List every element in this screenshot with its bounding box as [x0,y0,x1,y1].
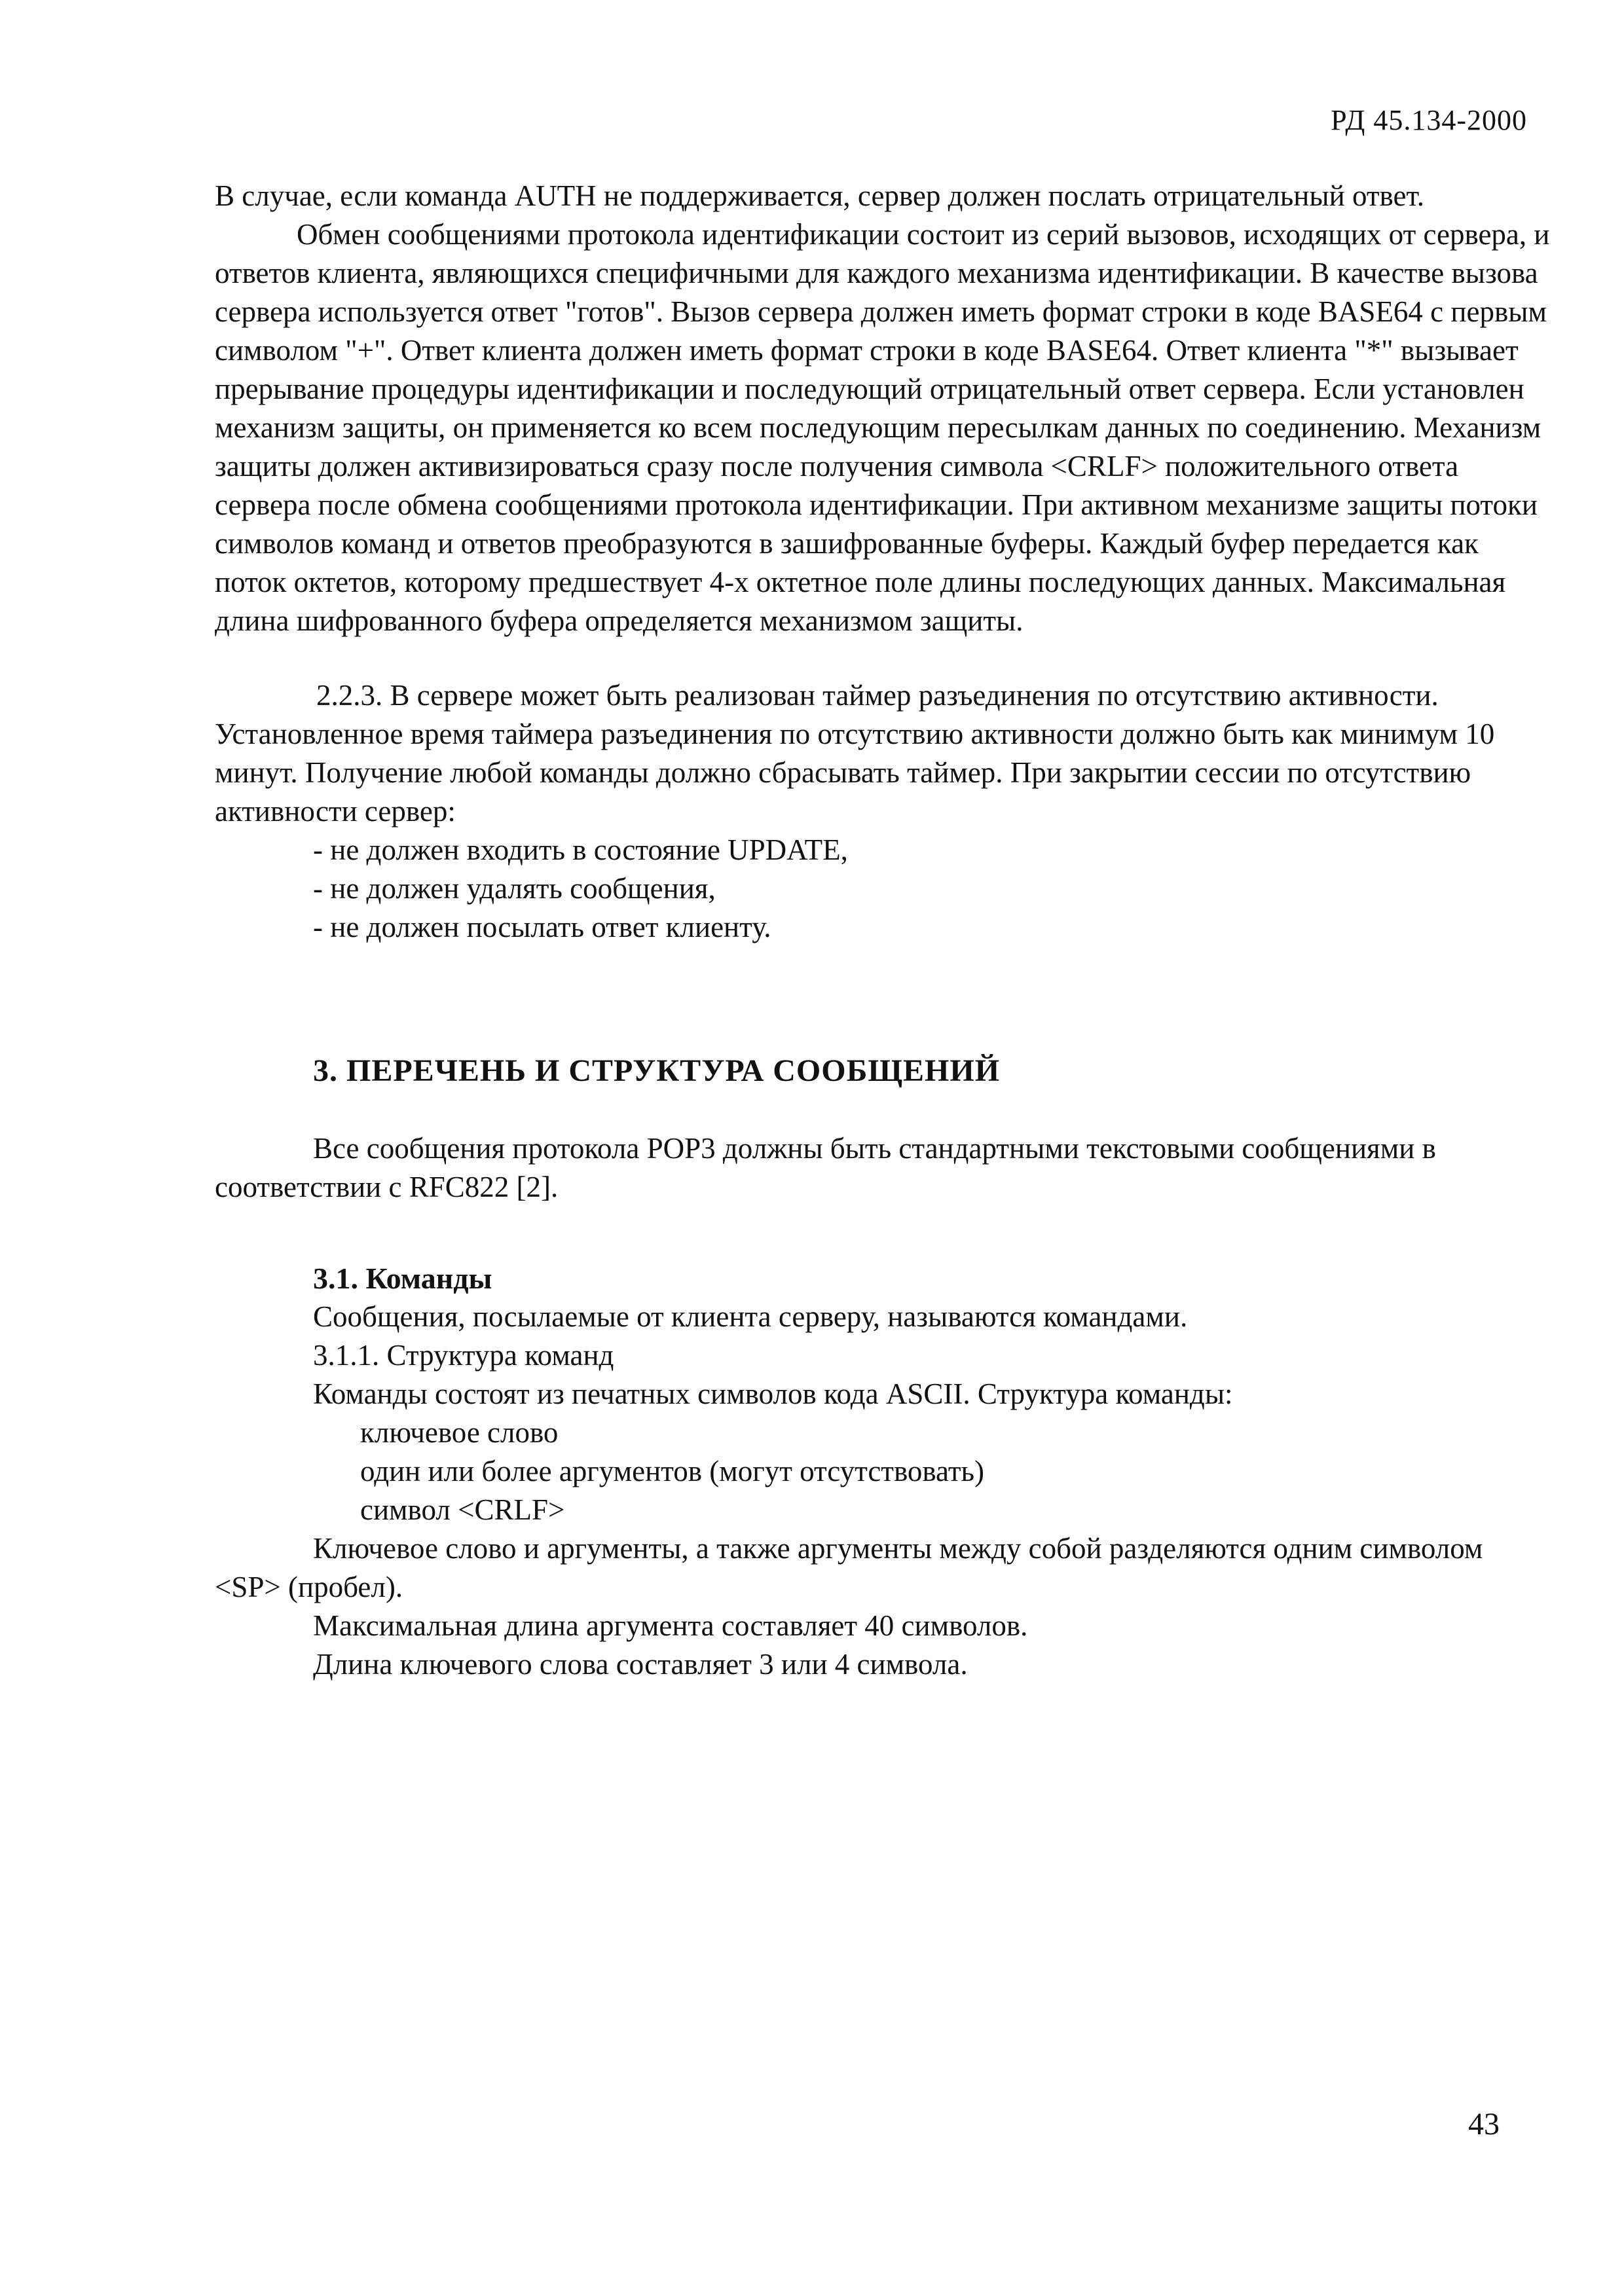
section-3-1-heading: 3.1. Команды [313,1262,492,1295]
section-3-heading: 3. ПЕРЕЧЕНЬ И СТРУКТУРА СООБЩЕНИЙ [313,1053,1001,1088]
page-content [215,177,1551,1684]
paragraph-auth-not-supported: В случае, если команда AUTH не поддерживается, сервер должен послать отрицательный ответ. [215,179,1424,212]
paragraph-2-2-3-timer: 2.2.3. В сервере может быть реализован таймер разъединения по отсутствию активности. Установленное время таймера разъединения по отсутствию активности должно быть как минимум 10 минут. Получение любой команды должно сбрасывать таймер. При закрытии сессии по отсутствию активности сервер: [215,679,1495,828]
list-item: символ <CRLF> [360,1493,565,1526]
list-item: - не должен посылать ответ клиенту. [313,908,1551,947]
server-restrictions-list [215,831,1551,947]
paragraph-keyword-length: Длина ключевого слова составляет 3 или 4 символа. [313,1648,968,1681]
paragraph-command-structure: Команды состоят из печатных символов кода ASCII. Структура команды: [313,1377,1233,1410]
document-code: РД 45.134-2000 [1331,104,1527,136]
list-item: - не должен удалять сообщения, [313,869,1551,908]
paragraph-max-argument-length: Максимальная длина аргумента составляет 40 символов. [313,1609,1028,1642]
section-3-1-1-heading: 3.1.1. Структура команд [313,1339,614,1372]
list-item: ключевое слово [360,1416,559,1449]
paragraph-keyword-separator: Ключевое слово и аргументы, а также аргументы между собой разделяются одним символом <SP> (пробел). [215,1532,1483,1603]
command-structure-list [215,1413,1551,1529]
paragraph-auth-exchange: Обмен сообщениями протокола идентификации состоит из серий вызовов, исходящих от сервера, и ответов клиента, являющихся специфичными для каждого механизма идентификации. В качестве вызова сервера используется ответ "готов". Вызов сервера должен иметь формат строки в коде BASE64 с первым символом "+". Ответ клиента должен иметь формат строки в коде BASE64. Ответ клиента "*" вызывает прерывание процедуры идентификации и последующий отрицательный ответ сервера. Если установлен механизм защиты, он применяется ко всем последующим пересылкам данных по соединению. Механизм защиты должен активизироваться сразу после получения символа <CRLF> положительного ответа сервера после обмена сообщениями протокола идентификации. При активном механизме защиты потоки символов команд и ответов преобразуются в зашифрованные буферы. Каждый буфер передается как поток октетов, которому предшествует 4-х октетное поле длины последующих данных. Максимальная длина шифрованного буфера определяется механизмом защиты. [215,218,1550,637]
paragraph-pop3-messages: Все сообщения протокола POP3 должны быть стандартными текстовыми сообщениями в соответствии с RFC822 [2]. [215,1132,1436,1203]
paragraph-commands-definition: Сообщения, посылаемые от клиента серверу, называются командами. [313,1300,1188,1333]
list-item: - не должен входить в состояние UPDATE, [313,831,1551,869]
page-number: 43 [1468,2107,1500,2141]
list-item: один или более аргументов (могут отсутствовать) [360,1455,985,1487]
